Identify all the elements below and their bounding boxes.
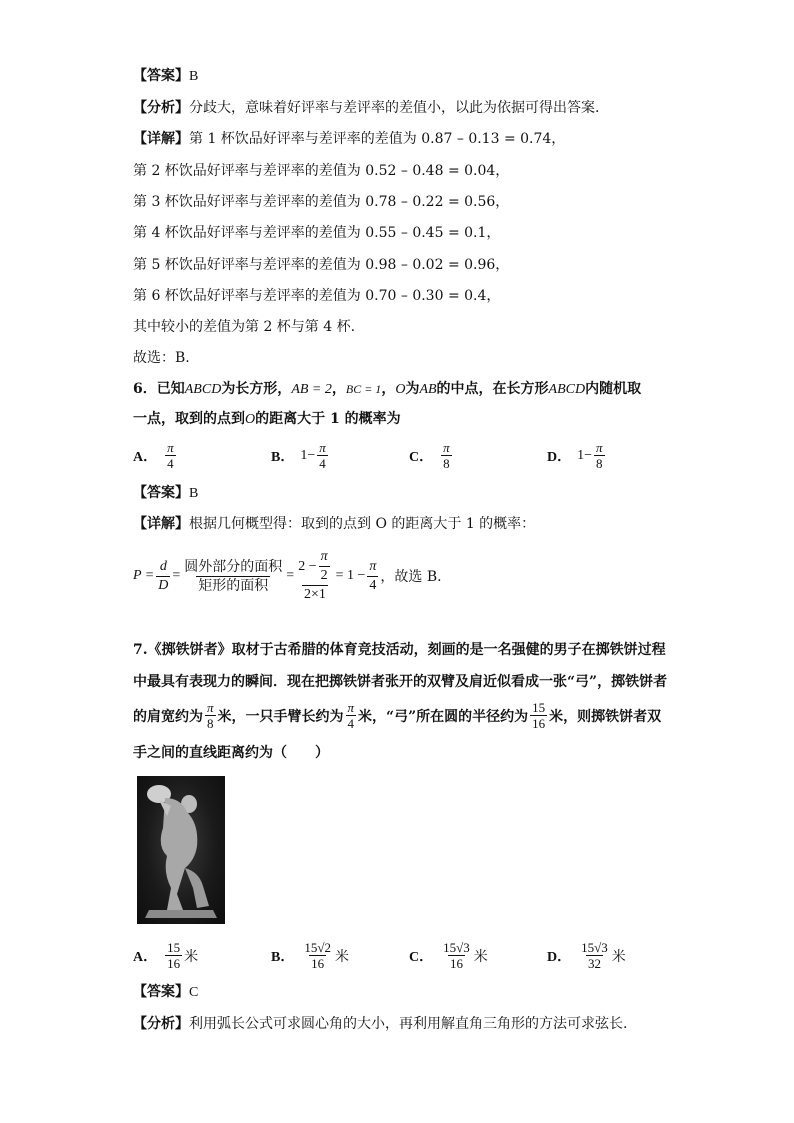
q6-option-a — [133, 440, 178, 471]
denominator: 16 — [167, 956, 181, 971]
option-unit: 米 — [334, 948, 349, 965]
analysis-text: 分歧大，意味着好评率与差评率的差值小，以此为依据可得出答案. — [189, 100, 600, 116]
option-prefix: 1− — [577, 447, 593, 463]
option-label: C． — [409, 449, 434, 465]
q6-formula — [133, 548, 442, 604]
formula-eq: = 1 − — [335, 568, 366, 583]
option-label: C． — [409, 949, 434, 965]
detail-text: 根据几何概型得：取到的点到 O 的距离大于 1 的概率： — [189, 516, 536, 532]
stem-text: 米，“弓”所在圆的半径约为 — [358, 708, 529, 725]
q6-option-c — [409, 440, 454, 471]
formula-eq: = — [172, 568, 181, 583]
option-unit: 米 — [184, 948, 199, 965]
formula-eq: = — [286, 568, 295, 583]
analysis-tag: 【分析】 — [133, 100, 189, 116]
math-bc: BC = 1 — [345, 382, 382, 396]
numerator — [296, 548, 333, 585]
math-o: O — [245, 412, 256, 427]
numerator: π — [347, 700, 355, 715]
option-unit: 米 — [611, 948, 626, 965]
numerator: 15√3 — [443, 940, 470, 955]
q5-detail-line-6: 第 6 杯饮品好评率与差评率的差值为 0.70 – 0.30 = 0.4， — [133, 288, 501, 304]
math-o: O — [395, 382, 406, 397]
stem-text: 为长方形， — [221, 381, 292, 397]
option-label: A． — [133, 949, 158, 965]
q7-option-d — [547, 940, 626, 971]
analysis-text: 利用弧长公式可求圆心角的大小，再利用解直角三角形的方法可求弦长. — [189, 1016, 628, 1032]
formula-frac-compound — [296, 548, 333, 604]
q6-detail-line — [133, 514, 535, 534]
numerator: 圆外部分的面积 — [184, 558, 283, 575]
denominator: 4 — [167, 456, 174, 471]
denominator: 16 — [311, 956, 325, 971]
formula-p: P = — [133, 568, 155, 583]
option-fraction — [302, 940, 333, 971]
detail-tag: 【详解】 — [133, 131, 189, 147]
denominator: D — [158, 577, 169, 593]
q7-option-c — [409, 940, 488, 971]
stem-text: 一点，取到的点到 — [133, 411, 245, 427]
q6-option-b — [271, 440, 330, 471]
math-ab: AB = 2 — [291, 382, 332, 397]
q5-detail-line-3: 第 3 杯饮品好评率与差评率的差值为 0.78 – 0.22 = 0.56， — [133, 194, 510, 210]
q7-option-b — [271, 940, 349, 971]
denominator: 8 — [596, 456, 603, 471]
analysis-tag: 【分析】 — [133, 1016, 189, 1032]
option-label: A． — [133, 449, 158, 465]
stem-text: 的中点，在长方形 — [436, 381, 549, 397]
formula-frac-result — [367, 558, 378, 595]
denominator: 矩形的面积 — [198, 577, 269, 594]
stem-text: 内随机取 — [585, 381, 642, 397]
option-fraction — [441, 440, 452, 471]
q6-stem-line-2 — [133, 409, 401, 430]
math-abcd: ABCD — [184, 382, 222, 397]
detail-tag: 【详解】 — [133, 516, 189, 532]
discus-thrower-photo — [137, 776, 225, 924]
q5-detail-line-5: 第 5 杯饮品好评率与差评率的差值为 0.98 – 0.02 = 0.96， — [133, 257, 510, 273]
numerator: π — [167, 440, 174, 455]
q7-analysis-line — [133, 1014, 627, 1034]
numerator: 15 — [532, 700, 546, 715]
numerator-text: 2 − — [298, 558, 317, 574]
stem-text: 米，一只手臂长约为 — [217, 708, 344, 725]
numerator: 15√2 — [304, 940, 331, 955]
answer-tag: 【答案】 — [133, 68, 189, 84]
q5-choose: 故选：B. — [133, 350, 190, 366]
answer-tag: 【答案】 — [133, 984, 189, 1000]
option-unit: 米 — [473, 948, 488, 965]
stem-text: 的肩宽约为 — [133, 708, 203, 725]
option-fraction — [579, 940, 610, 971]
denominator: 8 — [207, 716, 214, 731]
q7-stem-line-2: 中最具有表现力的瞬间．现在把掷铁饼者张开的双臂及肩近似看成一张“弓”，掷铁饼者 — [133, 674, 668, 690]
numerator: 15√3 — [581, 940, 608, 955]
formula-frac-words — [182, 558, 284, 595]
stem-text: 米，则掷铁饼者双 — [549, 708, 662, 725]
numerator: π — [443, 440, 450, 455]
detail-text: 第 1 杯饮品好评率与差评率的差值为 0.87 – 0.13 = 0.74， — [189, 131, 566, 147]
numerator: d — [159, 558, 167, 574]
q5-answer-line — [133, 66, 198, 87]
q7-stem-line-3 — [133, 700, 661, 731]
answer-value: C — [189, 985, 199, 1000]
denominator: 8 — [443, 456, 450, 471]
option-fraction — [594, 440, 605, 471]
option-fraction — [165, 940, 182, 971]
q7-stem-line-4: 手之间的直线距离约为（ ） — [133, 745, 329, 761]
stem-text: 6．已知 — [133, 381, 185, 397]
denominator: 32 — [587, 956, 601, 971]
formula-frac-d — [156, 558, 170, 595]
stem-text: 的距离大于 1 的概率为 — [255, 411, 401, 427]
inner-fraction — [319, 548, 330, 585]
option-label: D． — [547, 949, 572, 965]
answer-tag: 【答案】 — [133, 485, 189, 501]
denominator: 2 — [320, 568, 328, 583]
denominator: 2×1 — [303, 587, 326, 602]
option-label: B． — [271, 949, 295, 965]
math-abcd: ABCD — [548, 382, 586, 397]
q5-analysis-line — [133, 98, 599, 118]
math-ab: AB — [419, 382, 437, 397]
denominator: 4 — [369, 577, 377, 593]
q7-option-a — [133, 940, 198, 971]
stem-text: ， — [331, 381, 346, 397]
numerator: 15 — [167, 940, 181, 955]
numerator: π — [207, 700, 214, 715]
q7-answer-line — [133, 982, 198, 1003]
q5-detail-line-4: 第 4 杯饮品好评率与差评率的差值为 0.55 – 0.45 = 0.1， — [133, 225, 501, 241]
q5-detail-line-2: 第 2 杯饮品好评率与差评率的差值为 0.52 – 0.48 = 0.04， — [133, 163, 510, 179]
option-prefix: 1− — [300, 447, 316, 463]
option-fraction — [317, 440, 328, 471]
denominator: 16 — [532, 716, 546, 731]
option-label: B． — [271, 449, 295, 465]
option-label: D． — [547, 449, 572, 465]
numerator: π — [320, 549, 328, 564]
denominator: 4 — [319, 456, 326, 471]
numerator: π — [596, 440, 603, 455]
stem-fraction — [205, 700, 216, 731]
numerator: π — [319, 440, 326, 455]
denominator: 4 — [347, 716, 355, 731]
answer-value: B — [189, 486, 199, 501]
statue-silhouette — [137, 776, 225, 924]
formula-tail: ，故选 B. — [380, 569, 442, 585]
stem-text: 为 — [405, 381, 420, 397]
stem-text: ， — [381, 381, 396, 397]
q5-conclusion: 其中较小的差值为第 2 杯与第 4 杯. — [133, 319, 356, 335]
option-fraction — [165, 440, 176, 471]
q6-stem-line-1 — [133, 379, 641, 400]
q5-detail-line-1 — [133, 129, 565, 149]
q7-stem-line-1: 7.《掷铁饼者》取材于古希腊的体育竞技活动，刻画的是一名强健的男子在掷铁饼过程 — [133, 642, 666, 658]
option-fraction — [441, 940, 472, 971]
stem-fraction — [530, 700, 547, 731]
q6-answer-line — [133, 483, 198, 504]
denominator: 16 — [449, 956, 463, 971]
numerator: π — [369, 558, 377, 574]
answer-value: B — [189, 69, 199, 84]
q6-option-d — [547, 440, 607, 471]
stem-fraction — [346, 700, 357, 731]
